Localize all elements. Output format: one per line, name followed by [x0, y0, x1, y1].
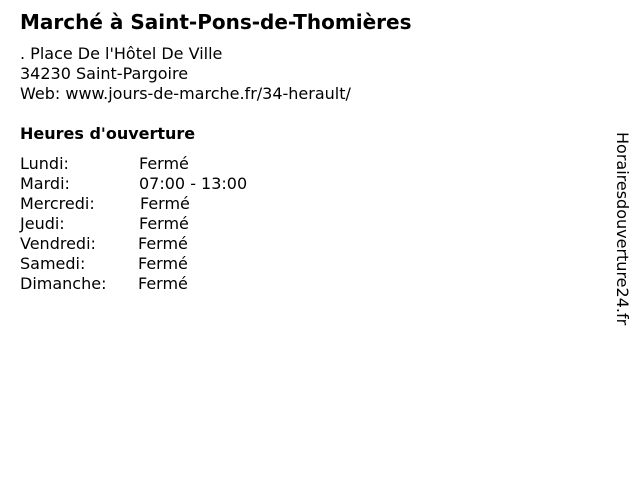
- hours-day: Mardi:: [20, 174, 70, 193]
- hours-day: Samedi:: [20, 254, 86, 273]
- hours-day: Lundi:: [20, 154, 69, 173]
- hours-value: 07:00 - 13:00: [139, 174, 248, 193]
- hours-day: Vendredi:: [20, 234, 96, 253]
- hours-value: Fermé: [138, 254, 188, 273]
- hours-value: Fermé: [140, 194, 190, 213]
- address-web[interactable]: Web: www.jours-de-marche.fr/34-herault/: [20, 84, 351, 103]
- brand-watermark: Horairesdouverture24.fr: [613, 132, 632, 326]
- hours-value: Fermé: [138, 234, 188, 253]
- hours-day: Dimanche:: [20, 274, 107, 293]
- hours-day: Jeudi:: [20, 214, 65, 233]
- page-title: Marché à Saint-Pons-de-Thomières: [20, 10, 412, 34]
- hours-heading: Heures d'ouverture: [20, 124, 196, 143]
- hours-value: Fermé: [139, 214, 189, 233]
- address-block: [20, 44, 351, 104]
- hours-day: Mercredi:: [20, 194, 95, 213]
- address-street: . Place De l'Hôtel De Ville: [20, 44, 223, 63]
- hours-value: Fermé: [138, 274, 188, 293]
- address-city: 34230 Saint-Pargoire: [20, 64, 189, 83]
- hours-value: Fermé: [139, 154, 189, 173]
